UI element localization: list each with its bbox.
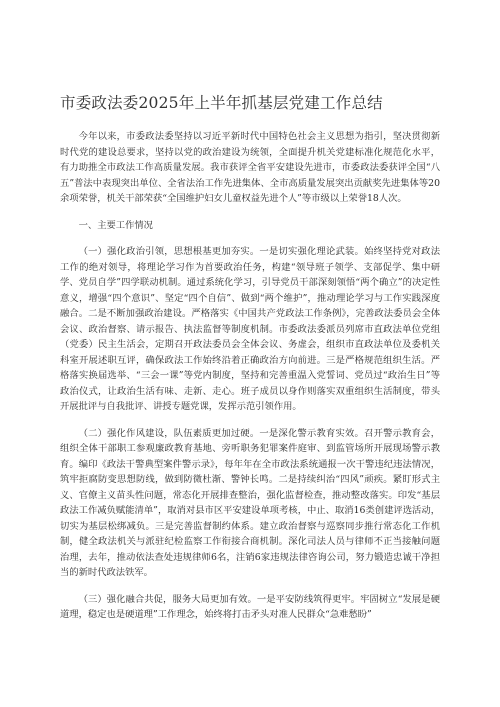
document-body [60,129,440,634]
intro-paragraph: 今年以来，市委政法委坚持以习近平新时代中国特色社会主义思想为指引，坚决贯彻新时代党的建设总要求，坚持以党的政治建设为统领，全面提升机关党建标准化规范化水平，有力助推全市政法工作高质量发展。我市获评全省平安建设先进市，市委政法委获评全国“八五”普法中表现突出单位、全省法治工作先进集体、全市高质量发展突出贡献奖先进集体等20余项荣誉，机关干部荣获“全国维护妇女儿童权益先进个人”等市级以上荣誉18人次。 [60,131,440,204]
document-title: 市委政法委2025年上半年抓基层党建工作总结 [60,94,383,112]
paragraph-political-guidance: （一）强化政治引领，思想根基更加夯实。一是切实强化理论武装。始终坚持党对政法工作的绝对领导，将理论学习作为首要政治任务，构建“领导班子领学、支部促学、集中研学、党员自学”四学联动机制。通过系统化学习，引导党员干部深刻领悟“两个确立”的决定性意义，增强“四个意识”、坚定“四个自信”、做到“两个维护”，推动理论学习与工作实践深度融合。二是不断加强政治建设。严格落实《中国共产党政法工作条例》，完善政法委员会全体会议、政治督察、请示报告、执法监督等制度机制。市委政法委派员列席市直政法单位党组（党委）民主生活会，定期召开政法委员会全体会议、务虚会，组织市直政法单位及委机关科室开展述职互评，确保政法工作始终沿着正确政治方向前进。三是严格规范组织生活。严格落实换届选举、“三会一课”等党内制度，坚持和完善重温入党誓词、党员过“政治生日”等政治仪式，让政治生活有味、走新、走心。班子成员以身作则落实双重组织生活制度，带头开展批评与自我批评、讲授专题党课，发挥示范引领作用。 [60,246,440,412]
paragraph-integration: （三）强化融合共促，服务大局更加有效。一是平安防线筑得更牢。牢固树立“发展是硬道理，稳定也是硬道理”工作理念，始终将打击矛头对准人民群众“急难愁盼” [60,593,440,620]
paragraph-work-style: （二）强化作风建设，队伍素质更加过硬。一是深化警示教育实效。召开警示教育会，组织全体干部职工参观廉政教育基地、旁听职务犯罪案件庭审、到监管场所开展现场警示教育。编印《政法干警典型案件警示录》，每年年在全市政法系统通报一次干警违纪违法情况，筑牢拒腐防变思想防线，做到防微杜渐、警钟长鸣。二是持续纠治“四风”顽疾。紧盯形式主义、官僚主义苗头性问题，常态化开展排查整治，强化监督检查，推动整改落实。印发“基层政法工作减负赋能清单”，取消对县市区平安建设单项考核，中止、取消16类创建评选活动，切实为基层松绑减负。三是完善监督制约体系。建立政治督察与巡察同步推行常态化工作机制，健全政法机关与派驻纪检监察工作衔接合商机制。深化司法人员与律师不正当接触问题治理，去年，推动依法查处违规律师6名，注销6家违规法律咨询公司，努力锻造忠诚干净担当的新时代政法铁军。 [60,427,440,578]
section-heading: 一、主要工作情况 [78,219,153,231]
